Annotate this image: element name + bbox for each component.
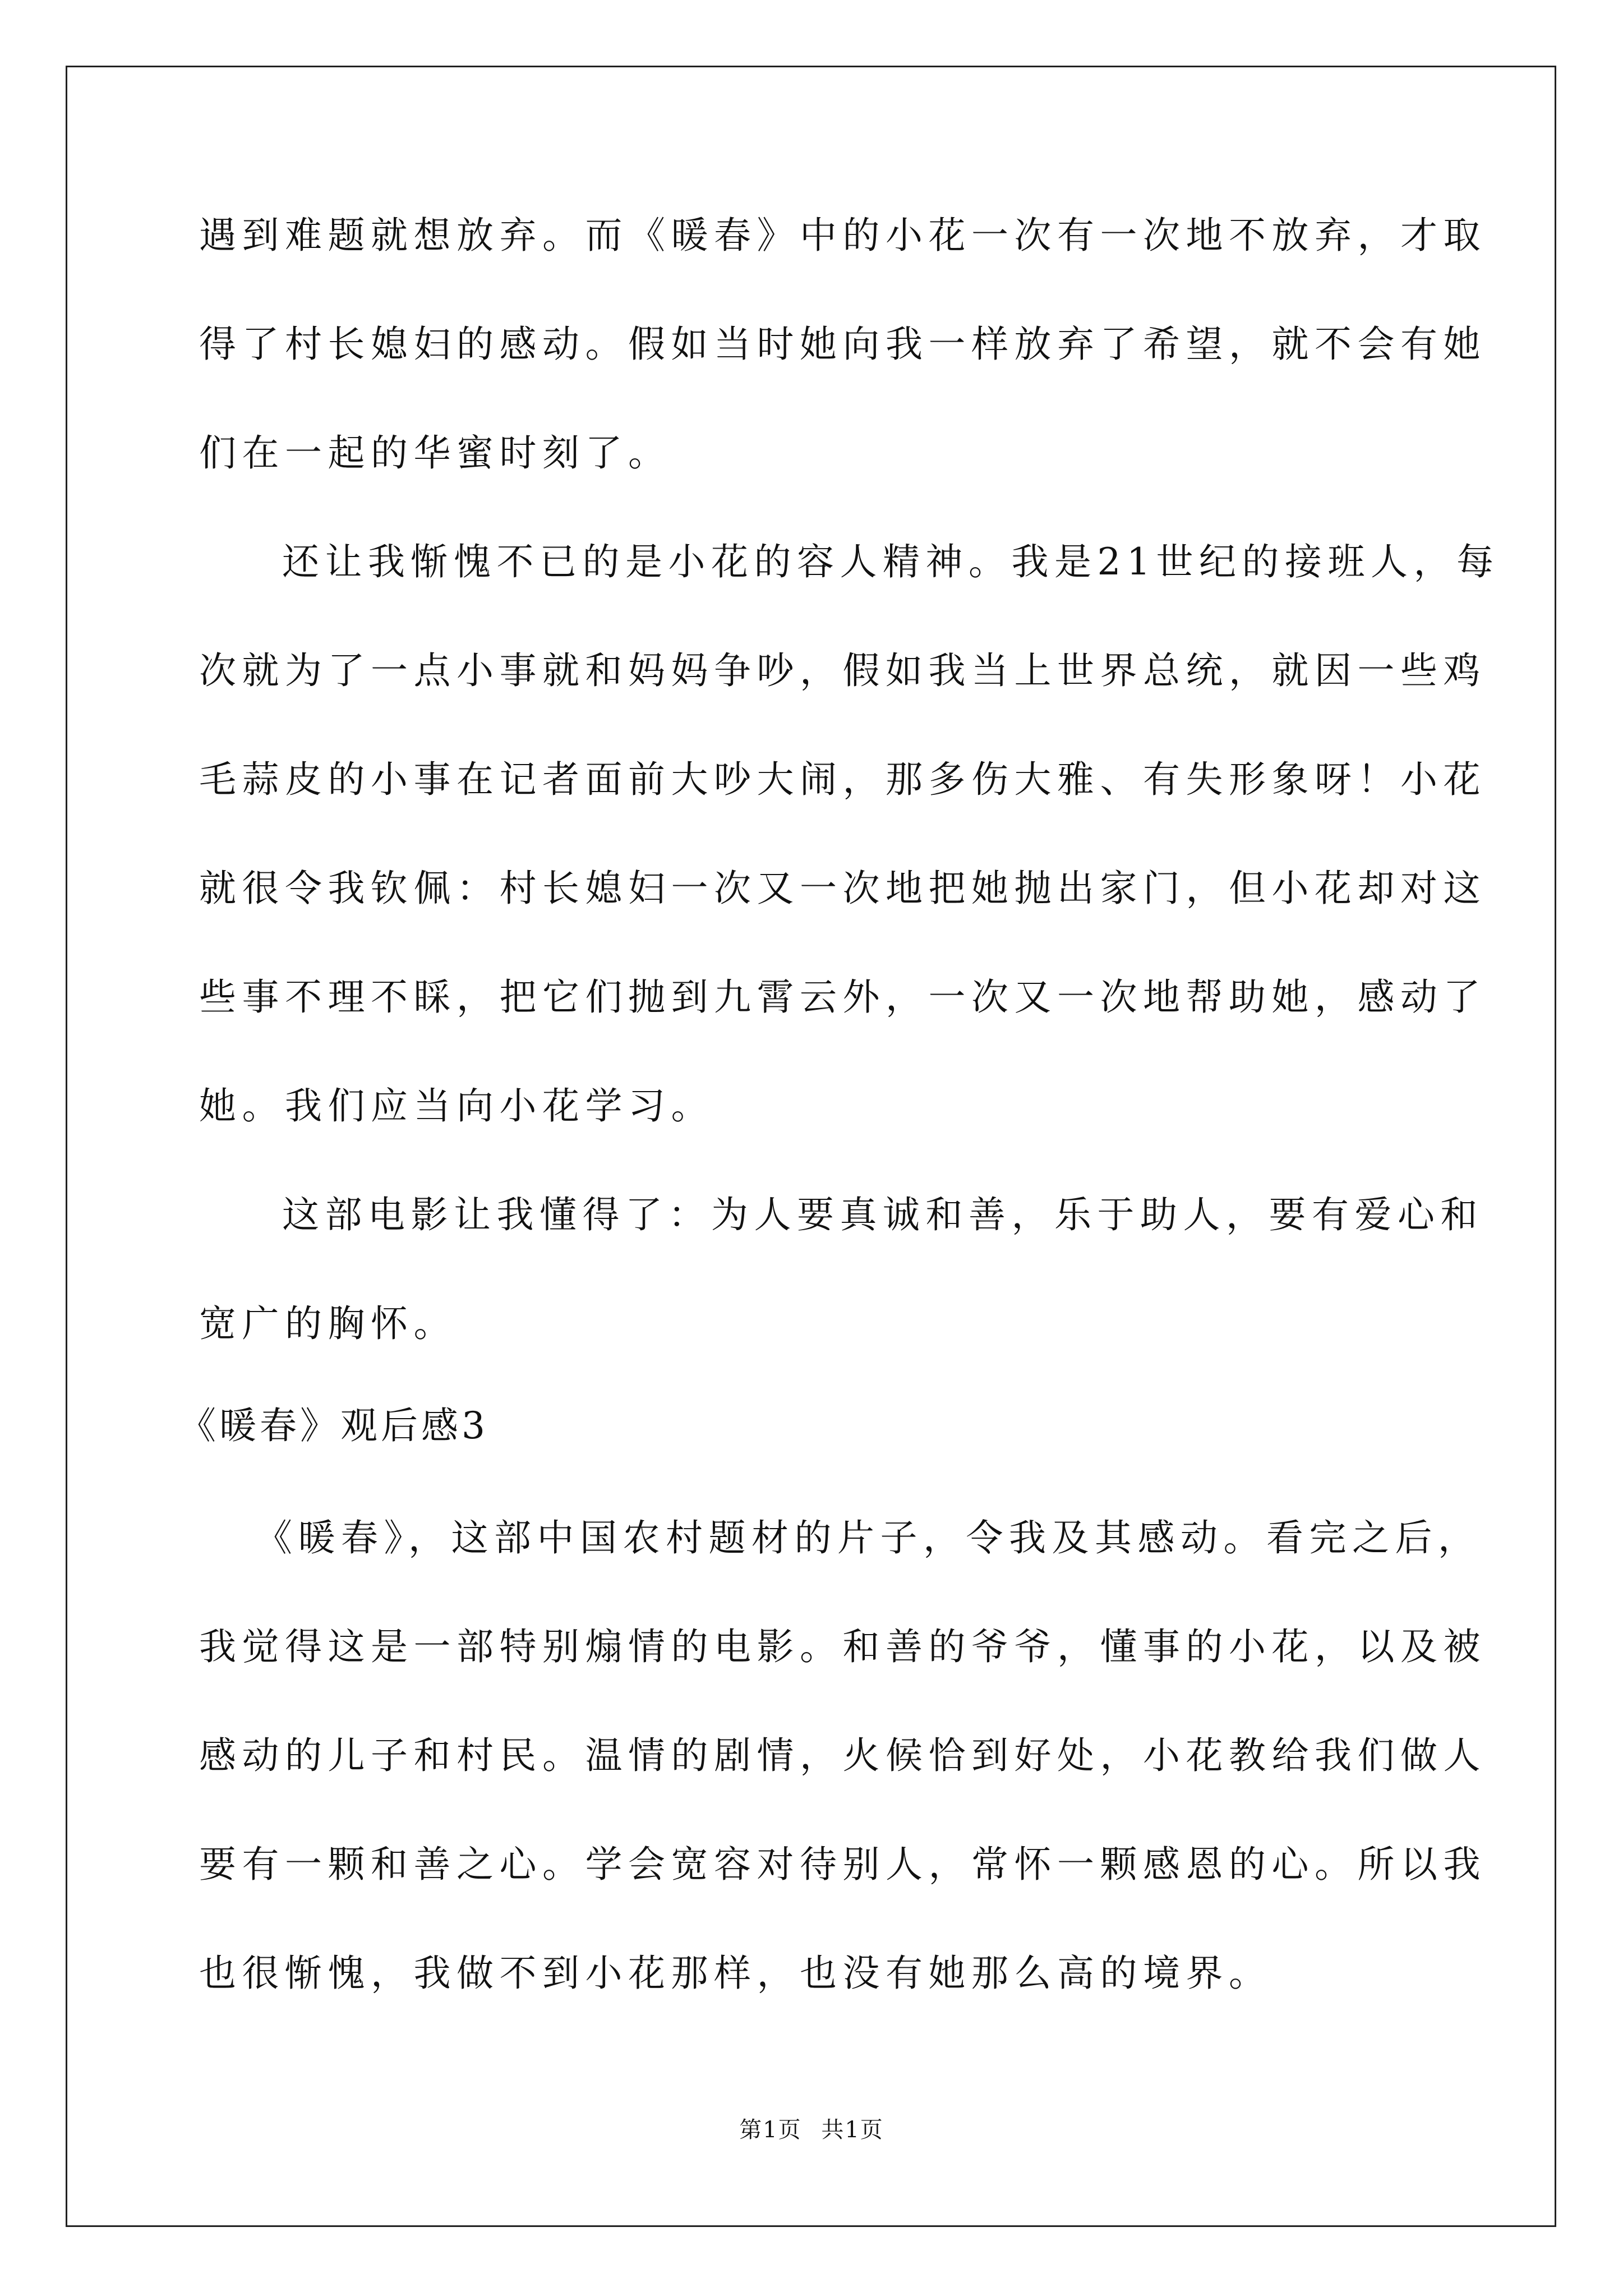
paragraph-3-line-1: 这部电影让我懂得了：为人要真诚和善，乐于助人，要有爱心和 [282, 1193, 1483, 1236]
paragraph-2-line-5: 些事不理不睬，把它们抛到九霄云外，一次又一次地帮助她，感动了 [199, 976, 1486, 1019]
page-border [66, 66, 1556, 2227]
paragraph-4-line-3: 感动的儿子和村民。温情的剧情，火候恰到好处，小花教给我们做人 [199, 1734, 1486, 1777]
page-number-current: 第1页 [739, 2117, 802, 2143]
paragraph-2-line-3: 毛蒜皮的小事在记者面前大吵大闹，那多伤大雅、有失形象呀！小花 [199, 758, 1486, 801]
page-footer [0, 2116, 1623, 2144]
section-heading: 《暖春》观后感3 [179, 1404, 488, 1447]
paragraph-2-line-4: 就很令我钦佩：村长媳妇一次又一次地把她抛出家门，但小花却对这 [199, 867, 1486, 910]
paragraph-1-line-1: 遇到难题就想放弃。而《暖春》中的小花一次有一次地不放弃，才取 [199, 214, 1486, 257]
paragraph-4-line-1: 《暖春》，这部中国农村题材的片子，令我及其感动。看完之后， [255, 1516, 1481, 1559]
paragraph-1-line-3: 们在一起的华蜜时刻了。 [199, 431, 671, 475]
paragraph-2-line-1: 还让我惭愧不已的是小花的容人精神。我是21世纪的接班人，每 [282, 540, 1500, 583]
paragraph-4-line-4: 要有一颗和善之心。学会宽容对待别人，常怀一颗感恩的心。所以我 [199, 1843, 1486, 1886]
paragraph-2-line-2: 次就为了一点小事就和妈妈争吵，假如我当上世界总统，就因一些鸡 [199, 649, 1486, 692]
page-number-total: 共1页 [821, 2117, 884, 2143]
paragraph-4-line-5: 也很惭愧，我做不到小花那样，也没有她那么高的境界。 [199, 1952, 1272, 1995]
paragraph-4-line-2: 我觉得这是一部特别煽情的电影。和善的爷爷，懂事的小花，以及被 [199, 1625, 1486, 1668]
paragraph-3-line-2: 宽广的胸怀。 [199, 1302, 457, 1345]
paragraph-2-line-6: 她。我们应当向小花学习。 [199, 1084, 714, 1128]
paragraph-1-line-2: 得了村长媳妇的感动。假如当时她向我一样放弃了希望，就不会有她 [199, 323, 1486, 366]
